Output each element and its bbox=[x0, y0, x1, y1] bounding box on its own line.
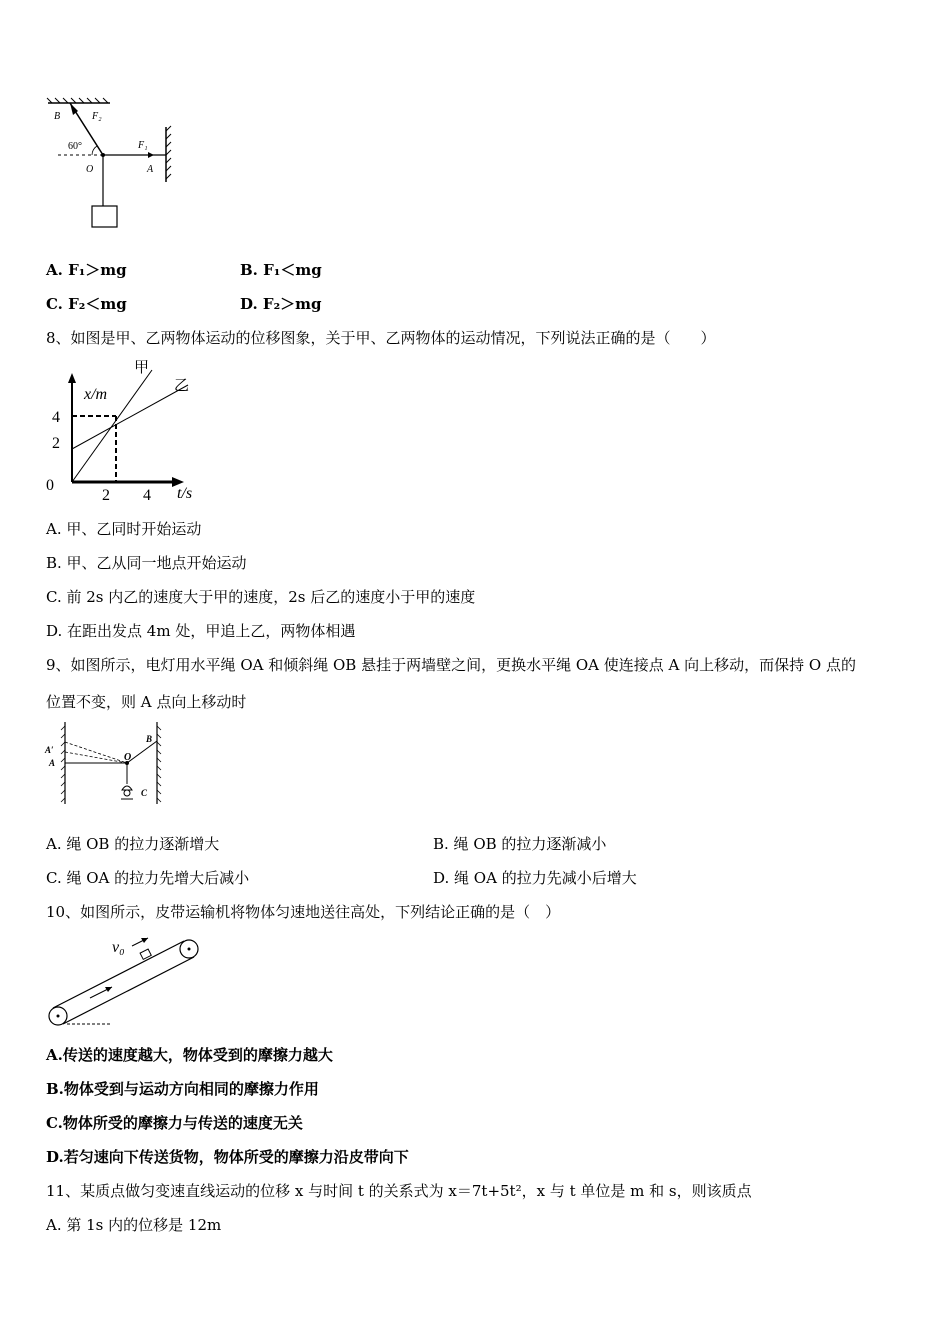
q8-line-jia: 甲 bbox=[134, 360, 150, 376]
q9-label-a: A bbox=[49, 758, 56, 768]
q8-line-yi: 乙 bbox=[174, 378, 190, 394]
q8-option-b: B. 甲、乙从同一地点开始运动 bbox=[46, 554, 247, 572]
q9-option-d: D. 绳 OA 的拉力先减小后增大 bbox=[433, 869, 637, 887]
q9-option-b: B. 绳 OB 的拉力逐渐减小 bbox=[433, 835, 607, 853]
q9-label-o: O bbox=[124, 752, 132, 763]
q9-label-b: B bbox=[146, 734, 153, 744]
q7-label-o: O bbox=[86, 164, 94, 175]
q9-label-a-prime: A′ bbox=[45, 745, 54, 755]
q10-option-d: D.若匀速向下传送货物，物体所受的摩擦力沿皮带向下 bbox=[46, 1148, 409, 1166]
q8-y-axis-label: x/m bbox=[84, 386, 108, 403]
q8-x-tick-4: 4 bbox=[143, 487, 151, 504]
q7-option-b: B. F₁＜mg bbox=[240, 261, 322, 279]
q8-x-tick-2: 2 bbox=[102, 487, 110, 504]
q7-label-f1: F₁ bbox=[138, 140, 148, 151]
q10-stem: 10、如图所示，皮带运输机将物体匀速地送往高处，下列结论正确的是（ ） bbox=[46, 903, 561, 921]
q7-option-a: A. F₁＞mg bbox=[46, 261, 127, 279]
q9-stem-line2: 位置不变，则 A 点向上移动时 bbox=[46, 693, 247, 711]
q11-stem: 11、某质点做匀变速直线运动的位移 x 与时间 t 的关系式为 x＝7t+5t²，x 与 t 单位是 m 和 s，则该质点 bbox=[46, 1182, 752, 1200]
q8-option-c: C. 前 2s 内乙的速度大于甲的速度，2s 后乙的速度小于甲的速度 bbox=[46, 588, 476, 606]
q10-option-b: B.物体受到与运动方向相同的摩擦力作用 bbox=[46, 1080, 319, 1098]
q7-option-c: C. F₂＜mg bbox=[46, 295, 127, 313]
q10-option-a: A.传送的速度越大，物体受到的摩擦力越大 bbox=[46, 1046, 333, 1064]
q10-conveyor-diagram bbox=[40, 930, 210, 1030]
q8-x-axis-label: t/s bbox=[177, 485, 193, 502]
q10-option-c: C.物体所受的摩擦力与传送的速度无关 bbox=[46, 1114, 303, 1132]
q11-option-a: A. 第 1s 内的位移是 12m bbox=[46, 1216, 222, 1234]
q9-lamp-diagram bbox=[40, 720, 170, 810]
q9-label-c: C bbox=[141, 788, 148, 798]
q7-option-d: D. F₂＞mg bbox=[240, 295, 322, 313]
q9-option-a: A. 绳 OB 的拉力逐渐增大 bbox=[46, 835, 220, 853]
q8-y-tick-4: 4 bbox=[52, 409, 60, 426]
q8-stem: 8、如图是甲、乙两物体运动的位移图象，关于甲、乙两物体的运动情况，下列说法正确的是（ ） bbox=[46, 329, 716, 347]
q8-option-a: A. 甲、乙同时开始运动 bbox=[46, 520, 202, 538]
q8-y-tick-2: 2 bbox=[52, 435, 60, 452]
q7-label-a: A bbox=[147, 164, 154, 175]
q8-option-d: D. 在距出发点 4m 处，甲追上乙，两物体相遇 bbox=[46, 622, 356, 640]
q8-origin: 0 bbox=[46, 477, 54, 494]
q7-label-f2: F₂ bbox=[92, 111, 102, 122]
q8-position-time-graph bbox=[40, 355, 220, 505]
q7-label-angle: 60° bbox=[68, 141, 82, 152]
q9-option-c: C. 绳 OA 的拉力先增大后减小 bbox=[46, 869, 250, 887]
q9-stem-line1: 9、如图所示，电灯用水平绳 OA 和倾斜绳 OB 悬挂于两墙壁之间，更换水平绳 OA 使连接点 A 向上移动，而保持 O 点的 bbox=[46, 656, 856, 674]
q7-force-diagram bbox=[40, 95, 180, 235]
q10-label-v0: v₀ bbox=[112, 939, 125, 956]
q7-label-b: B bbox=[54, 111, 61, 122]
